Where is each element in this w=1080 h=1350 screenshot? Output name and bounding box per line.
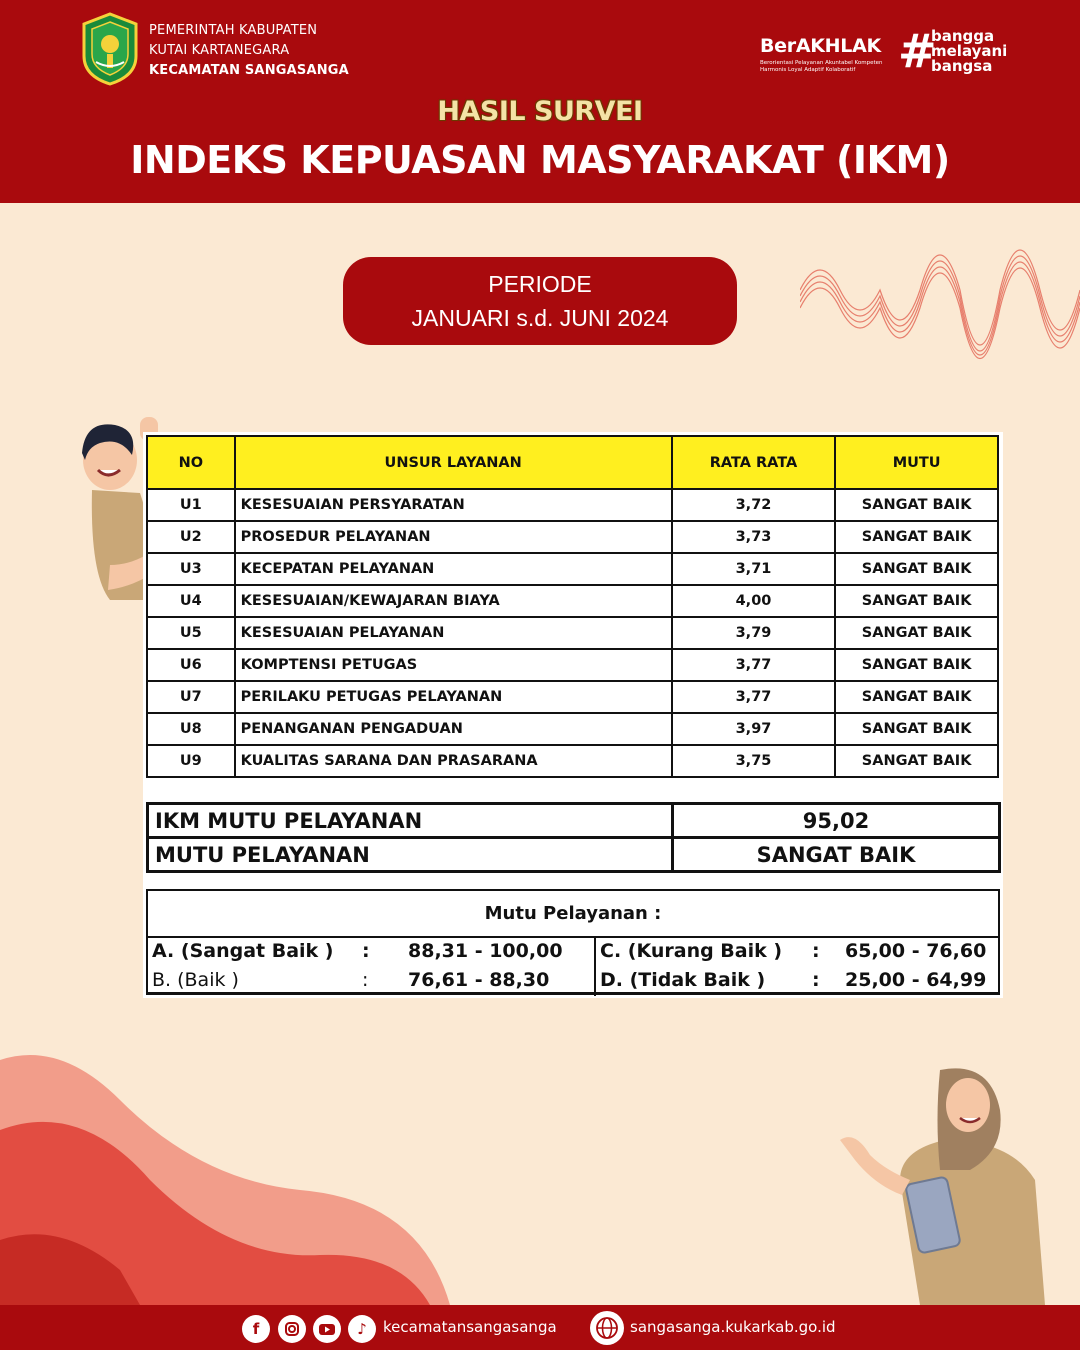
ikm-label: IKM MUTU PELAYANAN [148,804,673,838]
hashtag-symbol: # [898,24,937,78]
cell-rata: 3,79 [672,617,836,649]
period-range: JANUARI s.d. JUNI 2024 [411,305,669,331]
period-label: PERIODE [488,271,592,297]
cell-unsur: PENANGANAN PENGADUAN [235,713,672,745]
hashtag-line-2: melayani [931,42,1008,60]
cell-unsur: KESESUAIAN/KEWAJARAN BIAYA [235,585,672,617]
ikm-summary-table [146,802,1001,873]
tiktok-icon[interactable]: ♪ [348,1315,376,1343]
cell-rata: 4,00 [672,585,836,617]
cell-mutu: SANGAT BAIK [835,745,998,777]
table-row [147,585,998,617]
woman-officer-illustration [840,1060,1050,1305]
legend-c-label: C. (Kurang Baik ) [600,940,783,962]
cell-mutu: SANGAT BAIK [835,553,998,585]
cell-no: U1 [147,489,235,521]
kutai-kartanegara-emblem-icon [80,12,140,86]
table-row [147,617,998,649]
cell-no: U7 [147,681,235,713]
cell-rata: 3,77 [672,649,836,681]
legend-b-sep: : [362,969,369,991]
cell-rata: 3,97 [672,713,836,745]
cell-rata: 3,72 [672,489,836,521]
berakhlak-title: BerAKHLAK [760,35,881,57]
cell-unsur: PROSEDUR PELAYANAN [235,521,672,553]
legend-c-range: 65,00 - 76,60 [845,940,987,962]
cell-unsur: KECEPATAN PELAYANAN [235,553,672,585]
legend-d-range: 25,00 - 64,99 [845,969,987,991]
government-name-block [149,21,349,81]
cell-unsur: PERILAKU PETUGAS PELAYANAN [235,681,672,713]
table-row [147,521,998,553]
table-row [147,649,998,681]
quality-legend [146,889,1000,995]
header-unsur-layanan: UNSUR LAYANAN [235,436,672,489]
header-mutu: MUTU [835,436,998,489]
cell-no: U9 [147,745,235,777]
decorative-wave-icon [800,210,1080,410]
hashtag-line-1: bangga [931,27,995,45]
instagram-icon[interactable] [278,1315,306,1343]
summary-row-ikm [148,804,1000,838]
table-row [147,745,998,777]
cell-mutu: SANGAT BAIK [835,713,998,745]
cell-no: U2 [147,521,235,553]
summary-row-mutu [148,838,1000,872]
gov-line-2: KUTAI KARTANEGARA [149,43,290,58]
mutu-value: SANGAT BAIK [673,838,1000,872]
decorative-wave-shape-icon [0,1040,460,1305]
hashtag-line-3: bangsa [931,57,993,75]
legend-column-divider [594,936,596,996]
mutu-label: MUTU PELAYANAN [148,838,673,872]
cell-mutu: SANGAT BAIK [835,649,998,681]
cell-mutu: SANGAT BAIK [835,489,998,521]
header-no: NO [147,436,235,489]
legend-d-label: D. (Tidak Baik ) [600,969,766,991]
ikm-results-sheet [143,432,1003,998]
cell-rata: 3,73 [672,521,836,553]
legend-b-range: 76,61 - 88,30 [408,969,550,991]
cell-no: U6 [147,649,235,681]
gov-line-3: KECAMATAN SANGASANGA [149,63,349,78]
period-badge [343,257,737,345]
globe-icon[interactable] [590,1311,624,1345]
cell-unsur: KOMPTENSI PETUGAS [235,649,672,681]
survey-label: HASIL SURVEI [437,96,643,127]
cell-mutu: SANGAT BAIK [835,681,998,713]
table-row [147,713,998,745]
legend-a-range: 88,31 - 100,00 [408,940,563,962]
cell-rata: 3,77 [672,681,836,713]
cell-no: U8 [147,713,235,745]
legend-b-label: B. (Baik ) [152,969,239,991]
hashtag-text [931,29,1007,74]
cell-mutu: SANGAT BAIK [835,585,998,617]
table-row [147,553,998,585]
page-title: INDEKS KEPUASAN MASYARAKAT (IKM) [130,138,950,182]
berakhlak-logo [760,26,1010,82]
ikm-value: 95,02 [673,804,1000,838]
cell-rata: 3,71 [672,553,836,585]
legend-title: Mutu Pelayanan : [484,903,662,924]
header-banner [0,0,1080,203]
legend-divider [148,936,998,938]
cell-unsur: KUALITAS SARANA DAN PRASARANA [235,745,672,777]
cell-no: U3 [147,553,235,585]
cell-unsur: KESESUAIAN PELAYANAN [235,617,672,649]
table-row [147,681,998,713]
cell-mutu: SANGAT BAIK [835,521,998,553]
social-handle-link[interactable]: kecamatansangasanga [383,1318,557,1336]
cell-unsur: KESESUAIAN PERSYARATAN [235,489,672,521]
cell-rata: 3,75 [672,745,836,777]
cell-no: U5 [147,617,235,649]
youtube-icon[interactable] [313,1315,341,1343]
service-elements-table [146,435,999,778]
footer-bar [0,1305,1080,1350]
header-rata-rata: RATA RATA [672,436,836,489]
legend-a-label: A. (Sangat Baik ) [152,940,334,962]
table-header-row [147,436,998,489]
cell-no: U4 [147,585,235,617]
website-link[interactable]: sangasanga.kukarkab.go.id [630,1318,836,1336]
cell-mutu: SANGAT BAIK [835,617,998,649]
gov-line-1: PEMERINTAH KABUPATEN [149,23,318,38]
table-row [147,489,998,521]
legend-c-sep: : [812,940,820,962]
legend-a-sep: : [362,940,370,962]
legend-d-sep: : [812,969,820,991]
berakhlak-subtitle: Berorientasi Pelayanan Akuntabel Kompeten Harmonis Loyal Adaptif Kolaboratif [760,60,883,73]
facebook-icon[interactable]: f [242,1315,270,1343]
